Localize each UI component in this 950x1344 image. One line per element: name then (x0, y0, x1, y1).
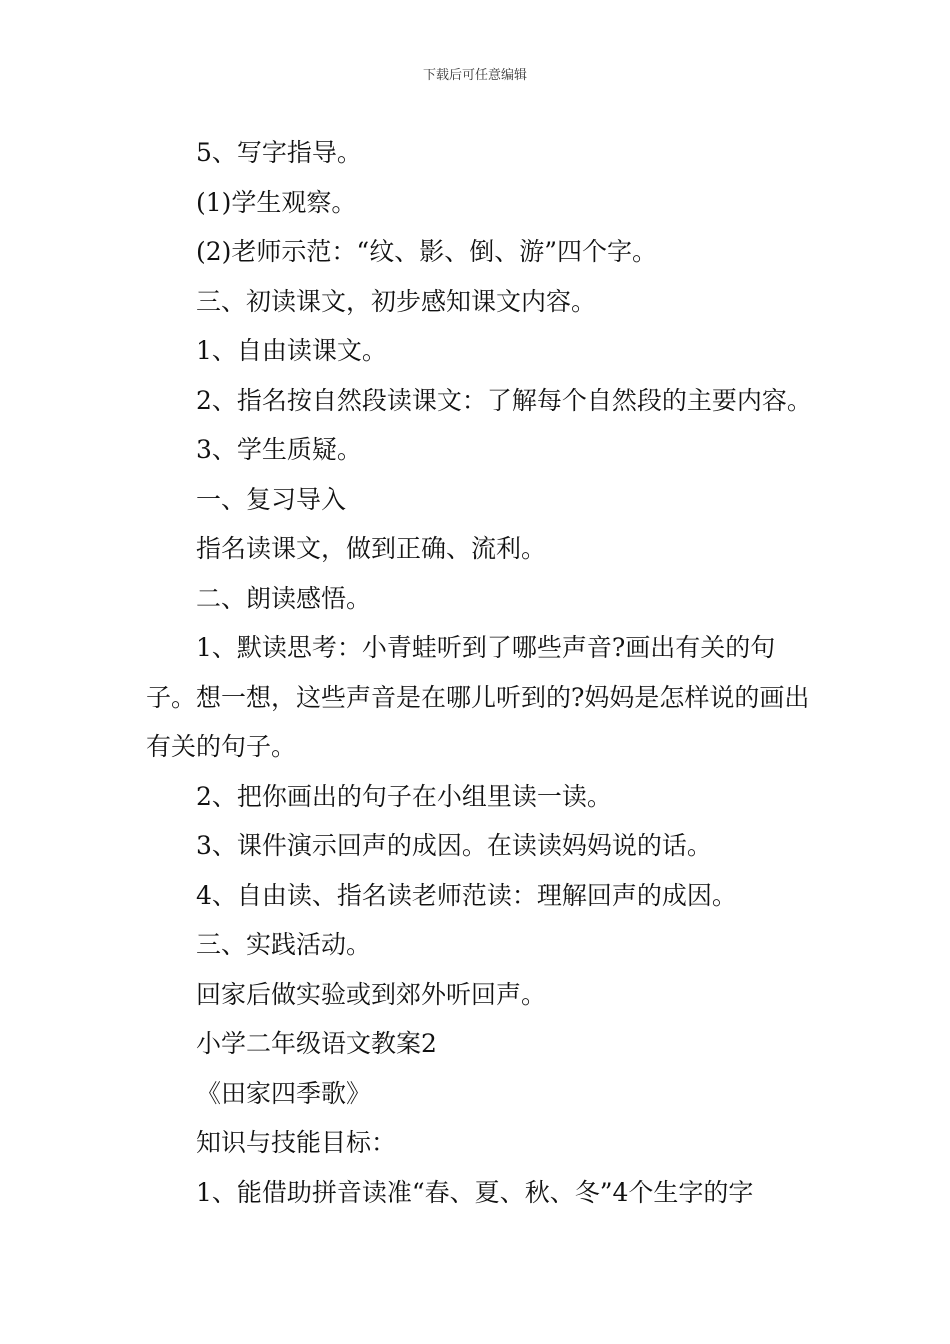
paragraph: 1、自由读课文。 (196, 336, 387, 365)
document-body (146, 128, 816, 1217)
paragraph: 3、学生质疑。 (196, 435, 362, 464)
section-heading: 知识与技能目标： (196, 1128, 397, 1157)
paragraph: (2)老师示范：“纹、影、倒、游”四个字。 (196, 237, 657, 266)
paragraph: 5、写字指导。 (196, 138, 362, 167)
paragraph: 回家后做实验或到郊外听回声。 (196, 979, 547, 1009)
text-title: 《田家四季歌》 (196, 1078, 372, 1108)
section-heading: 一、复习导入 (196, 484, 347, 514)
section-heading: 三、实践活动。 (196, 930, 372, 959)
paragraph: 1、能借助拼音读准“春、夏、秋、冬”4个生字的字 (196, 1177, 754, 1207)
section-heading: 二、朗读感悟。 (196, 583, 372, 613)
paragraph: 2、指名按自然段读课文：了解每个自然段的主要内容。 (196, 385, 812, 415)
paragraph: 4、自由读、指名读老师范读：理解回声的成因。 (196, 880, 737, 910)
paragraph: 2、把你画出的句子在小组里读一读。 (196, 781, 612, 811)
paragraph: (1)学生观察。 (196, 187, 357, 217)
paragraph: 3、课件演示回声的成因。在读读妈妈说的话。 (196, 831, 712, 860)
lesson-title: 小学二年级语文教案2 (196, 1029, 437, 1058)
section-heading: 三、初读课文，初步感知课文内容。 (196, 286, 597, 316)
paragraph: 1、默读思考：小青蛙听到了哪些声音?画出有关的句子。想一想，这些声音是在哪儿听到的?妈妈是怎样说的画出有关的句子。 (146, 633, 810, 761)
page-header: 下载后可任意编辑 (422, 68, 527, 83)
paragraph: 指名读课文，做到正确、流利。 (196, 534, 547, 563)
